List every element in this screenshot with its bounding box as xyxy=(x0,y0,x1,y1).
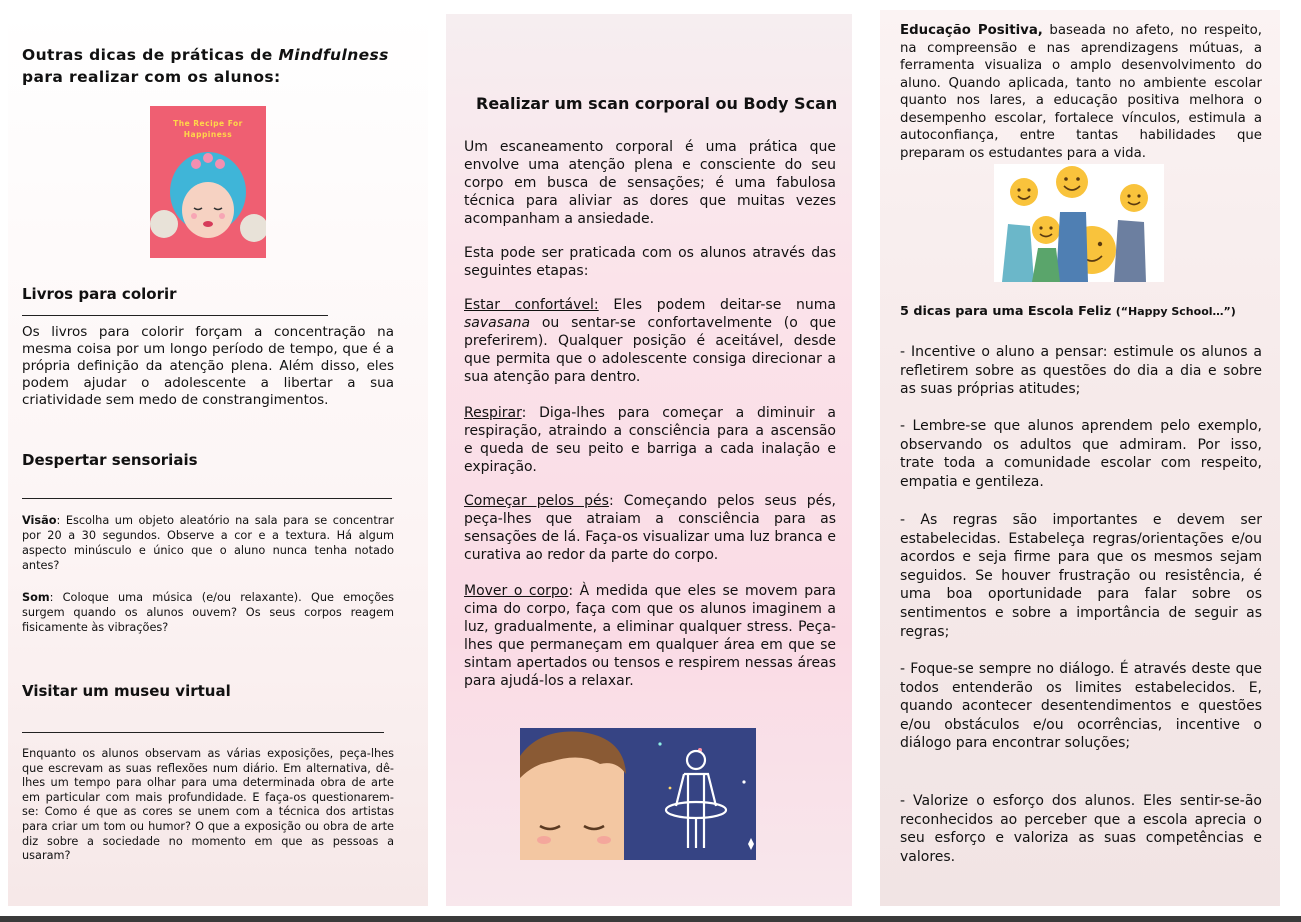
dica-2: - Lembre-se que alunos aprendem pelo exemplo, observando os adultos que admiram. Por isso, trate toda a comunidade escolar com respeito, empatia e gentileza. xyxy=(900,418,1262,490)
step-mover xyxy=(464,582,836,690)
dica-3: - As regras são importantes e devem ser estabelecidas. Estabeleça regras/orientações e/ou acordos e seja firme para que os mesmos sejam seguidos. Se houver frustração ou resistência, é uma boa oportunidade para falar sobre os sentimentos e sobre a importância de seguir as regras; xyxy=(900,512,1262,640)
visao-paragraph xyxy=(22,513,394,573)
divider xyxy=(22,315,328,316)
title-part1: Outras dicas de práticas de xyxy=(22,46,279,64)
step-respirar xyxy=(464,404,836,476)
girl-face-icon xyxy=(150,106,266,258)
step4-text: : À medida que eles se movem para cima do corpo, faça com que os alunos imaginem a luz, gradualmente, a eliminar qualquer stress. Peça-lhes que permaneçam em qualquer área em que se sintam apertados ou tensos e respirem nessas áreas para ajudá-los a relaxar. xyxy=(464,583,836,689)
dicas-title-main: 5 dicas para uma Escola Feliz xyxy=(900,304,1116,319)
step1-label: Estar confortável: xyxy=(464,297,599,313)
edu-text: baseada no afeto, no respeito, na compreensão e nas aprendizagens mútuas, a ferramenta visualiza o amplo desenvolvimento do aluno. Quando aplicada, tanto no ambiente escolar quanto nos lares, a educação positiva melhora o desempenho escolar, fortalece vínculos, estimula a autoconfiança, entre tantas habilidades que preparam os estudantes para a vida. xyxy=(900,23,1262,161)
visao-text: : Escolha um objeto aleatório na sala para se concentrar por 20 a 30 segundos. Observe a cor e a textura. Há algum aspecto minúsculo e único que o aluno nunca tenha notado antes? xyxy=(22,514,394,572)
dica-5: - Valorize o esforço dos alunos. Eles sentir-se-ão reconhecidos ao perceber que a escola aprecia o seu esforço e valoriza as suas competências e valores. xyxy=(900,793,1262,865)
panel-left xyxy=(8,10,428,906)
colorir-body: Os livros para colorir forçam a concentração na mesma coisa por um longo período de tempo, que é a própria definição da atenção plena. Além disso, eles podem ajudar o adolescente a libertar a sua criatividade sem medo de constrangimentos. xyxy=(22,324,394,408)
step1-italic: savasana xyxy=(464,315,531,331)
educacao-positiva-paragraph xyxy=(900,22,1262,162)
som-label: Som xyxy=(22,591,50,604)
step3-label: Começar pelos pés xyxy=(464,493,609,509)
happy-emoji-people-illustration xyxy=(994,164,1164,282)
body-scan-prep: Esta pode ser praticada com os alunos através das seguintes etapas: xyxy=(464,245,836,279)
visao-label: Visão xyxy=(22,514,57,527)
book-cover-image xyxy=(150,106,266,258)
panel-right xyxy=(880,10,1280,906)
step2-text: : Diga-lhes para começar a diminuir a respiração, atraindo a consciência para a ascensão e queda de seu peito e barriga a cada inalação e expiração. xyxy=(464,405,836,475)
panel-middle xyxy=(446,14,852,906)
som-text: : Coloque uma música (e/ou relaxante). Que emoções surgem quando os alunos ouvem? Os seus corpos reagem fisicamente às vibrações? xyxy=(22,591,394,634)
body-scan-intro: Um escaneamento corporal é uma prática que envolve uma atenção plena e consciente do seu corpo em busca de sensações; é uma fabulosa técnica para aliviar as dores que muitas vezes acompanham a ansiedade. xyxy=(464,139,836,227)
step1-text-b: ou sentar-se confortavelmente (o que preferirem). Qualquer posição é aceitável, desde que permita que o adolescente consiga direcionar a sua atenção para dentro. xyxy=(464,315,836,385)
som-paragraph xyxy=(22,590,394,635)
step-pes xyxy=(464,492,836,564)
divider xyxy=(22,732,384,733)
mindfulness-title xyxy=(22,44,406,88)
dicas-title xyxy=(900,304,1280,319)
colorir-title: Livros para colorir xyxy=(22,285,177,303)
bottom-edge-bar xyxy=(0,916,1301,922)
step1-text-a: Eles podem deitar-se numa xyxy=(598,297,837,313)
museu-title: Visitar um museu virtual xyxy=(22,682,231,700)
sensoriais-title: Despertar sensoriais xyxy=(22,451,198,469)
step-confortavel xyxy=(464,296,836,386)
divider xyxy=(22,498,392,499)
dica-1: - Incentive o aluno a pensar: estimule os alunos a refletirem sobre as questões do dia a dia e sobre as suas próprias atitudes; xyxy=(900,344,1262,398)
title-part2: para realizar com os alunos: xyxy=(22,68,281,86)
dica-4: - Foque-se sempre no diálogo. É através deste que todos entenderão os limites estabelecidos. E, quando acontecer desentendimentos e questões e/ou obstáculos e/ou ocorrências, incentive o diálogo para encontrar soluções; xyxy=(900,661,1262,752)
dicas-title-sub: (“Happy School…”) xyxy=(1115,305,1236,318)
body-scan-illustration xyxy=(520,728,756,860)
edu-label: Educação Positiva, xyxy=(900,23,1043,38)
book-cover-text: The Recipe For Happiness xyxy=(173,119,243,139)
step2-label: Respirar xyxy=(464,405,522,421)
museu-body: Enquanto os alunos observam as várias exposições, peça-lhes que escrevam as suas reflexões num diário. Em alternativa, dê-lhes um tempo para olhar para uma determinada obra de arte em particular com mais profundidade. E faça-os questionarem-se: Como é que as cores se unem com a técnica dos artistas para criar um tom ou humor? O que a exposição ou obra de arte diz sobre a sociedade no momento em que as pessoas a usaram? xyxy=(22,747,394,863)
body-scan-title: Realizar um scan corporal ou Body Scan xyxy=(476,94,838,113)
step4-label: Mover o corpo xyxy=(464,583,569,599)
title-italic: Mindfulness xyxy=(278,46,389,64)
step3-text: : Começando pelos seus pés, peça-lhes que atraiam a consciência para as sensações de lá. Faça-os visualizar uma luz branca e curativa ao redor da parte do corpo. xyxy=(464,493,836,563)
